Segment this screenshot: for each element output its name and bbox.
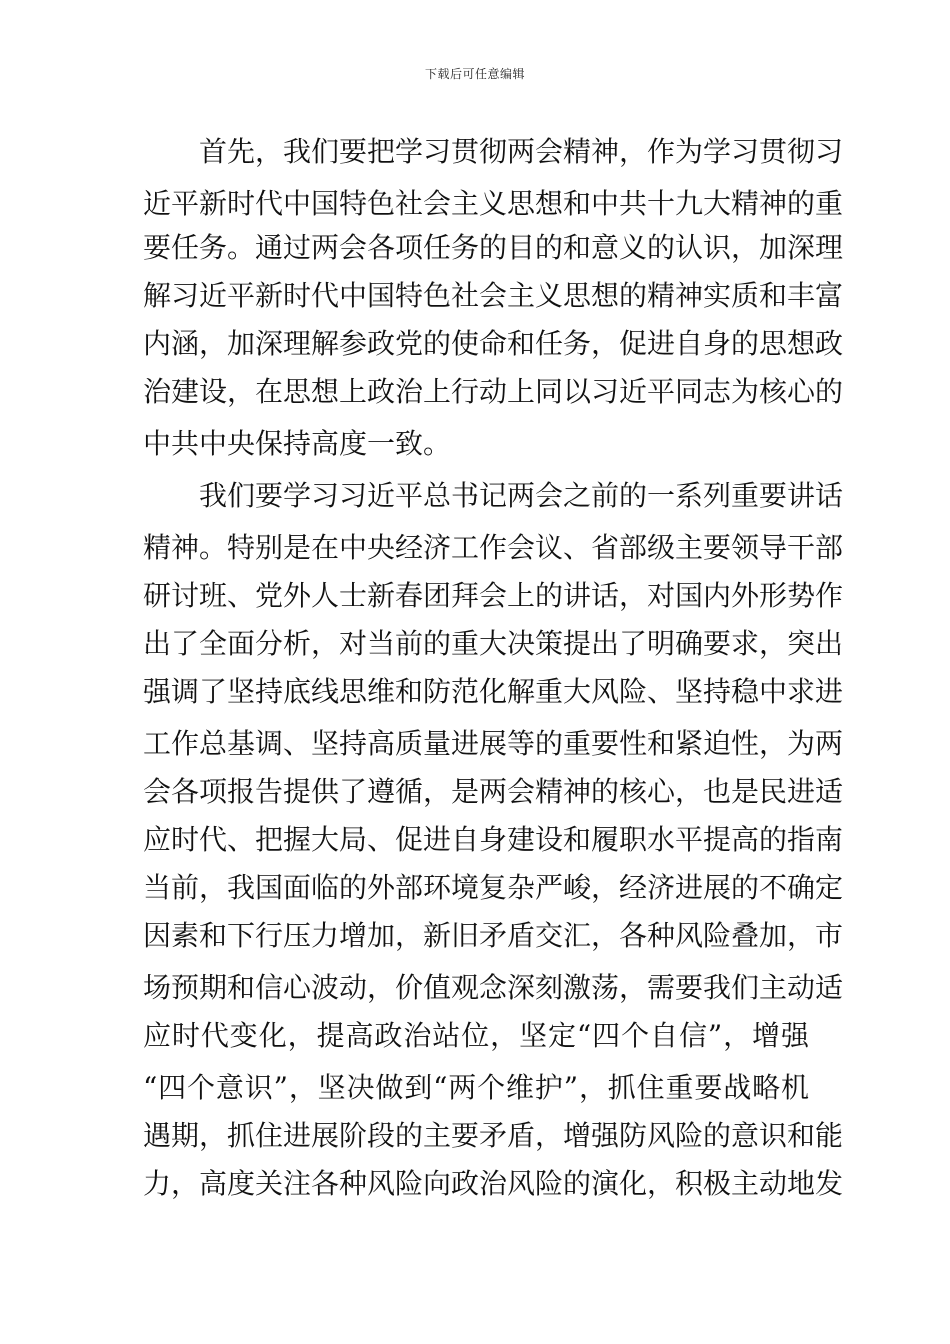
page-header-note: 下载后可任意编辑 — [424, 67, 525, 81]
paragraph-1-line-1: 首先，我们要把学习贯彻两会精神，作为学习贯彻习 — [199, 135, 844, 168]
paragraph-2-line-13: “四个意识”，坚决做到“两个维护”，抓住重要战略机 — [143, 1071, 809, 1104]
paragraph-2-line-2: 精神。特别是在中央经济工作会议、省部级主要领导干部 — [143, 531, 844, 564]
paragraph-2-line-10: 因素和下行压力增加，新旧矛盾交汇，各种风险叠加，市 — [143, 919, 844, 952]
paragraph-1-line-2: 近平新时代中国特色社会主义思想和中共十九大精神的重 — [143, 187, 844, 220]
paragraph-2-line-5: 强调了坚持底线思维和防范化解重大风险、坚持稳中求进 — [143, 675, 844, 708]
paragraph-2-line-14: 遇期，抓住进展阶段的主要矛盾，增强防风险的意识和能 — [143, 1119, 844, 1152]
paragraph-2-line-1: 我们要学习习近平总书记两会之前的一系列重要讲话 — [199, 479, 844, 512]
paragraph-1-line-3: 要任务。通过两会各项任务的目的和意义的认识，加深理 — [143, 231, 844, 264]
paragraph-1-line-4: 解习近平新时代中国特色社会主义思想的精神实质和丰富 — [143, 279, 844, 312]
paragraph-2-line-12: 应时代变化，提高政治站位，坚定“四个自信”，增强 — [143, 1019, 809, 1052]
paragraph-1-line-6: 治建设，在思想上政治上行动上同以习近平同志为核心的 — [143, 375, 844, 408]
paragraph-1-line-7: 中共中央保持高度一致。 — [143, 427, 452, 460]
paragraph-2-line-3: 研讨班、党外人士新春团拜会上的讲话，对国内外形势作 — [143, 579, 844, 612]
paragraph-2-line-7: 会各项报告提供了遵循，是两会精神的核心，也是民进适 — [143, 775, 844, 808]
paragraph-1-line-5: 内涵，加深理解参政党的使命和任务，促进自身的思想政 — [143, 327, 844, 360]
paragraph-2-line-15: 力，高度关注各种风险向政治风险的演化，积极主动地发 — [143, 1167, 844, 1200]
paragraph-2-line-8: 应时代、把握大局、促进自身建设和履职水平提高的指南 — [143, 823, 844, 856]
paragraph-2-line-9: 当前，我国面临的外部环境复杂严峻，经济进展的不确定 — [143, 871, 844, 904]
paragraph-2-line-4: 出了全面分析，对当前的重大决策提出了明确要求，突出 — [143, 627, 844, 660]
paragraph-2-line-6: 工作总基调、坚持高质量进展等的重要性和紧迫性，为两 — [143, 727, 844, 760]
paragraph-2-line-11: 场预期和信心波动，价值观念深刻激荡，需要我们主动适 — [143, 971, 844, 1004]
